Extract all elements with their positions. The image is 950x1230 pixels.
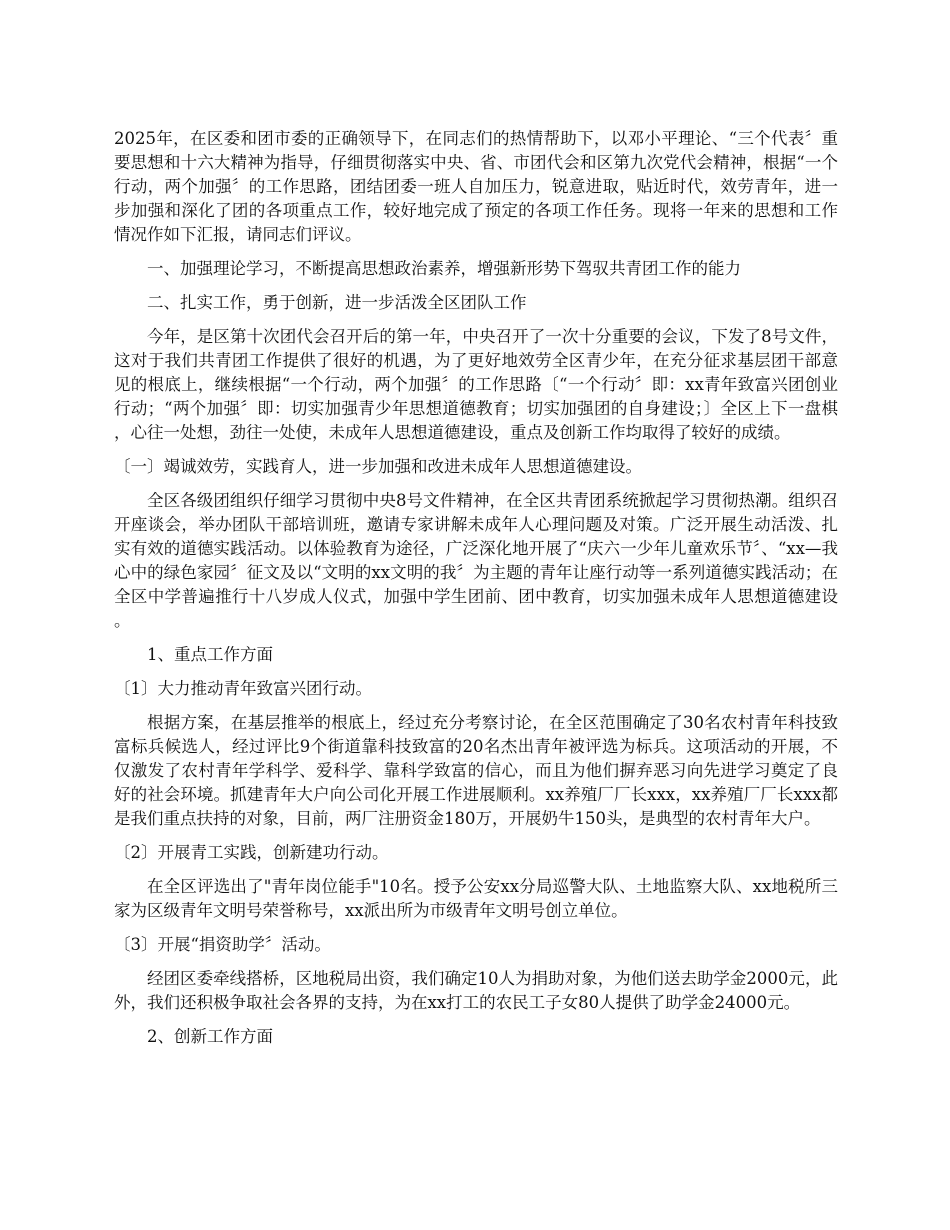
- paragraph-overview: 今年，是区第十次团代会召开后的第一年，中央召开了一次十分重要的会议，下发了8号文件，这对于我们共青团工作提供了很好的机遇，为了更好地效劳全区青少年，在充分征求基层团干部意见的根底上，继续根据“一个行动，两个加强〞的工作思路〔“一个行动〞即：xx青年致富兴团创业行动；“两个加强〞即：切实加强青少年思想道德教育；切实加强团的自身建设；〕全区上下一盘棋，心往一处想，劲往一处使，未成年人思想道德建设，重点及创新工作均取得了较好的成绩。: [114, 327, 838, 442]
- paragraph-youth-wealth: 根据方案，在基层推举的根底上，经过充分考察讨论，在全区范围确定了30名农村青年科技致富标兵候选人，经过评比9个街道靠科技致富的20名杰出青年被评选为标兵。这项活动的开展，不仅激发了农村青年学科学、爱科学、靠科学致富的信心，而且为他们摒弃恶习向先进学习奠定了良好的社会环境。抓建青年大户向公司化开展工作进展顺利。xx养殖厂厂长xxx，xx养殖厂厂长xxx都是我们重点扶持的对象，目前，两厂注册资金180万，开展奶牛150头，是典型的农村青年大户。: [114, 713, 838, 828]
- section-heading-2: 二、扎实工作，勇于创新，进一步活泼全区团队工作: [147, 293, 527, 312]
- paragraph-moral-education: 全区各级团组织仔细学习贯彻中央8号文件精神，在全区共青团系统掀起学习贯彻热潮。组织召开座谈会，举办团队干部培训班，邀请专家讲解未成年人心理问题及对策。广泛开展生动活泼、扎实有效的道德实践活动。以体验教育为途径，广泛深化地开展了“庆六一少年儿童欢乐节〞、“xx—我心中的绿色家园〞征文及以“文明的xx文明的我〞为主题的青年让座行动等一系列道德实践活动；在全区中学普遍推行十八岁成人仪式，加强中学生团前、团中教育，切实加强未成年人思想道德建设。: [114, 491, 838, 630]
- paragraph-donation: 经团区委牵线搭桥，区地税局出资，我们确定10人为捐助对象，为他们送去助学金2000元，此外，我们还积极争取社会各界的支持，为在xx打工的农民工子女80人提供了助学金24000元。: [114, 969, 838, 1012]
- paragraph-intro: 2025年，在区委和团市委的正确领导下，在同志们的热情帮助下，以邓小平理论、“三个代表〞重要思想和十六大精神为指导，仔细贯彻落实中央、省、市团代会和区第九次党代会精神，根据“一个行动，两个加强〞的工作思路，团结团委一班人自加压力，锐意进取，贴近时代，效劳青年，进一步加强和深化了团的各项重点工作，较好地完成了预定的各项工作任务。现将一年来的思想和工作情况作如下汇报，请同志们评议。: [114, 129, 838, 244]
- item-heading-key-work: 1、重点工作方面: [147, 645, 273, 664]
- point-heading-3: 〔3〕开展“捐资助学〞活动。: [114, 935, 331, 954]
- point-heading-2: 〔2〕开展青工实践，创新建功行动。: [114, 843, 389, 862]
- section-heading-1: 一、加强理论学习，不断提高思想政治素养，增强新形势下驾驭共青团工作的能力: [147, 259, 741, 278]
- point-heading-1: 〔1〕大力推动青年致富兴团行动。: [114, 679, 372, 698]
- paragraph-youth-awards: 在全区评选出了"青年岗位能手"10名。授予公安xx分局巡警大队、土地监察大队、xx地税所三家为区级青年文明号荣誉称号，xx派出所为市级青年文明号创立单位。: [114, 877, 838, 920]
- document-body: [114, 127, 838, 1059]
- item-heading-innovation: 2、创新工作方面: [147, 1027, 273, 1046]
- subsection-heading-1: 〔一〕竭诚效劳，实践育人，进一步加强和改进未成年人思想道德建设。: [114, 457, 642, 476]
